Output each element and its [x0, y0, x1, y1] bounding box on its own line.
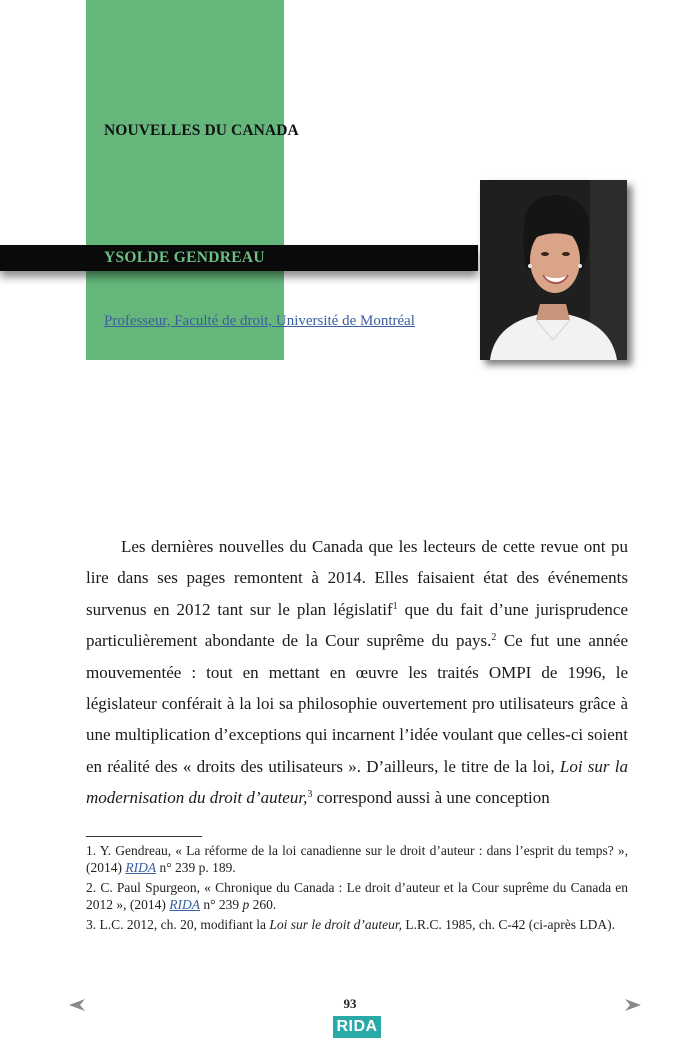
page-number: 93 [343, 996, 357, 1011]
green-header-block [86, 0, 284, 360]
author-photo [480, 180, 627, 360]
triangle-right-icon[interactable] [625, 998, 641, 1012]
footnote-ref-3[interactable]: 3 [307, 789, 313, 801]
footnote-1: 1. Y. Gendreau, « La réforme de la loi canadienne sur le droit d’auteur : dans l’esprit du temps? », (2014) RIDA n° 239 p. 189. [86, 843, 628, 875]
author-affiliation-link[interactable]: Professeur, Faculté de droit, Université de Montréal [104, 313, 415, 329]
rida-link[interactable]: RIDA [125, 860, 157, 875]
law-title: Loi sur la modernisation du droit d’auteur, [86, 756, 628, 808]
footnote-2: 2. C. Paul Spurgeon, « Chronique du Canada : Le droit d’auteur et la Cour suprême du Canada en 2012 », (2014) RIDA n° 239 p 260. [86, 880, 628, 912]
footnote-ref-1[interactable]: 1 [392, 600, 398, 612]
rida-logo: RIDA [333, 1016, 381, 1038]
body-paragraph [86, 531, 628, 814]
footnote-ref-2[interactable]: 2 [491, 632, 497, 644]
footnote-3: 3. L.C. 2012, ch. 20, modifiant la Loi sur le droit d’auteur, L.R.C. 1985, ch. C-42 (ci-après LDA). [86, 917, 615, 932]
author-name: YSOLDE GENDREAU [104, 249, 265, 266]
author-portrait-image [480, 180, 627, 360]
footnote-divider [86, 836, 202, 837]
footnotes [86, 842, 628, 936]
body-text-segment: correspond aussi à une conception [312, 788, 550, 808]
body-text-segment: Ce fut une année mouvementée : tout en mettant en œuvre les traités OMPI de 1996, le législateur conférait à la loi sa philosophie ouvertement pro utilisateurs grâce à une multiplication d’exceptions qui incarnent l’idée voulant que celles-ci soient en réalité des « droits des utilisateurs ». D’ailleurs, le titre de la loi, [86, 631, 628, 776]
body-text-segment: Les dernières nouvelles du Canada que les lecteurs de cette revue ont pu lire dans ses pages remontent à 2014. Elles faisaient état des événements survenus en 2012 tant sur le plan législatif [86, 537, 628, 619]
rida-link[interactable]: RIDA [169, 897, 200, 912]
section-title: NOUVELLES DU CANADA [104, 122, 299, 139]
body-text-segment: que du fait d’une jurisprudence particulièrement abondante de la Cour suprême du pays. [86, 599, 628, 651]
